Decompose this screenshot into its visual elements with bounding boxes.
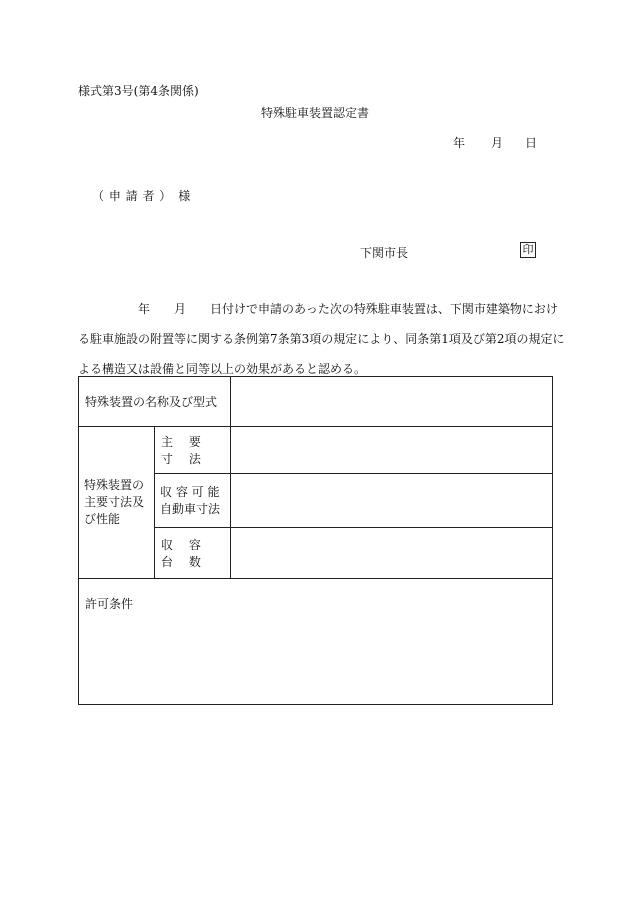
date-day: 日: [525, 136, 538, 150]
spec-group-label: [79, 427, 155, 579]
form-number: 様式第3号(第4条関係): [78, 84, 199, 98]
spec-group-label-line: 主要寸法及: [84, 495, 145, 509]
issuer-name: 下関市長: [360, 246, 409, 260]
spec-group-label-line: 特殊装置の: [84, 478, 145, 492]
statement-line: よる構造又は設備と同等以上の効果があると認める。: [78, 362, 367, 376]
document-title: 特殊駐車装置認定書: [260, 106, 369, 120]
capacity-count-label: 収 容 台 数: [155, 528, 231, 579]
capacity-size-label: [155, 474, 231, 528]
statement-line: 年 月 日付けで申請のあった次の特殊駐車装置は、下関市建築物におけ: [78, 302, 558, 316]
certification-table: [78, 376, 553, 705]
certification-statement: [78, 294, 565, 384]
capacity-size-label-line: 自動車寸法: [160, 501, 221, 516]
dimensions-label: 主 要 寸 法: [155, 427, 231, 474]
dimensions-value[interactable]: [231, 427, 553, 474]
spec-group-label-line: び性能: [84, 512, 121, 526]
date-month: 月: [491, 136, 504, 150]
date-line: [453, 134, 537, 151]
permit-conditions-cell[interactable]: [79, 579, 553, 705]
seal-mark: 印: [520, 242, 536, 258]
device-name-label: 特殊装置の名称及び型式: [79, 377, 231, 427]
capacity-size-label-line: 収 容 可 能: [160, 484, 220, 499]
capacity-count-value[interactable]: [231, 528, 553, 579]
recipient-line: （ 申 請 者 ） 様: [92, 189, 191, 203]
capacity-size-value[interactable]: [231, 474, 553, 528]
device-name-value[interactable]: [231, 377, 553, 427]
permit-conditions-label: 許可条件: [85, 597, 134, 611]
statement-line: る駐車施設の附置等に関する条例第7条第3項の規定により、同条第1項及び第2項の規定に: [78, 332, 565, 346]
date-year: 年: [453, 136, 466, 150]
